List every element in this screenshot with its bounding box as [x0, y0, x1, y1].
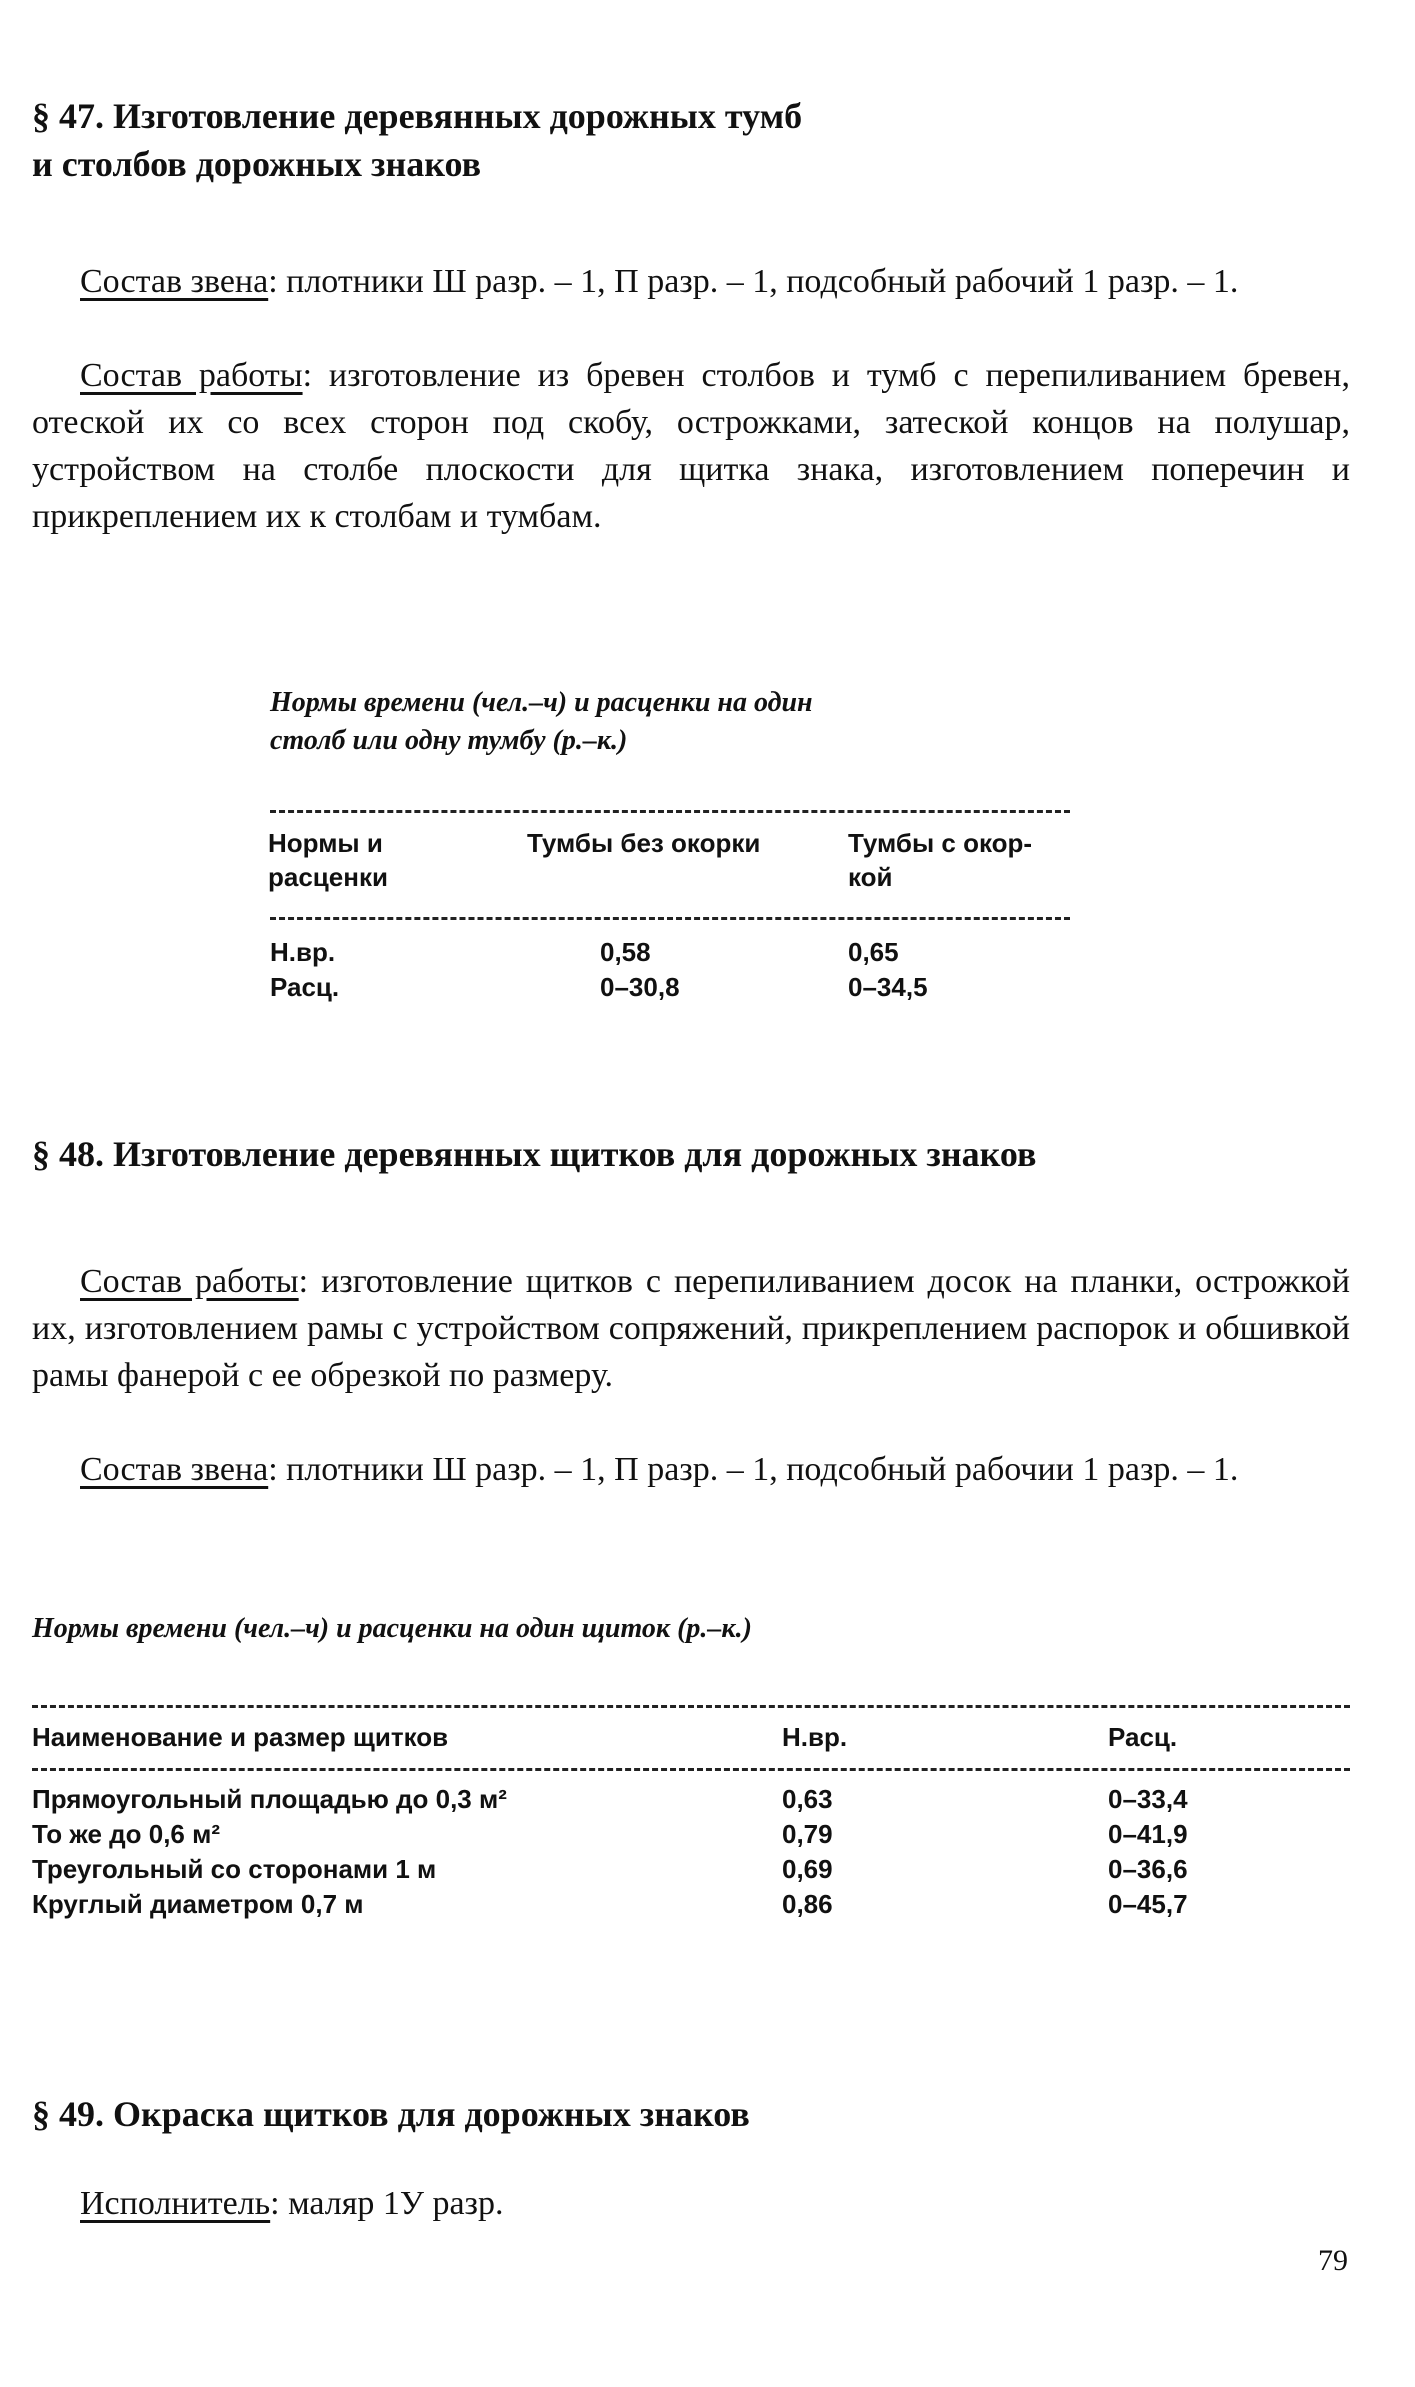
crew-label: Состав звена	[80, 1451, 269, 1488]
table-cell: 0–33,4	[1108, 1784, 1188, 1814]
table-47-caption: Нормы времени (чел.–ч) и расценки на один столб или одну тумбу (р.–к.)	[270, 687, 813, 756]
work-label: Состав работы	[80, 357, 303, 394]
table-cell: 0,63	[782, 1784, 833, 1814]
section-47-work: Состав работы: изготовление из бревен столбов и тумб с перепиливанием бревен, отеской их со всех сторон под скобу, острожками, затеской концов на полушар, устройством на столбе плоскости для щитка знака, изготовлением поперечин и прикреплением их к столбам и тумбам.	[32, 357, 1350, 535]
table-cell: 0–30,8	[600, 972, 680, 1002]
table-48-rule-header	[32, 1768, 1350, 1771]
table-cell: 0–41,9	[1108, 1819, 1188, 1849]
section-49-executor: Исполнитель: маляр 1У разр.	[80, 2185, 504, 2222]
table-cell: 0–34,5	[848, 972, 928, 1002]
table-48-caption: Нормы времени (чел.–ч) и расценки на один щиток (р.–к.)	[32, 1613, 752, 1644]
table-row: Н.вр.	[270, 937, 336, 967]
table-cell: 0,69	[782, 1854, 833, 1884]
table-cell: 0,58	[600, 937, 651, 967]
work-label: Состав работы	[80, 1263, 299, 1300]
crew-label: Состав звена	[80, 263, 269, 300]
table-47-rule-header	[270, 917, 1070, 920]
table-cell: 0–36,6	[1108, 1854, 1188, 1884]
table-48-header-name: Наименование и размер щитков	[32, 1722, 449, 1752]
table-row: Прямоугольный площадью до 0,3 м²	[32, 1784, 507, 1814]
table-cell: 0,86	[782, 1889, 833, 1919]
table-48-header-nvr: Н.вр.	[782, 1722, 848, 1752]
table-cell: 0,79	[782, 1819, 833, 1849]
table-47-header-with-bark: Тумбы с окор- кой	[848, 828, 1033, 892]
section-48-title: § 48. Изготовление деревянных щитков для дорожных знаков	[32, 1134, 1037, 1174]
section-47-title: § 47. Изготовление деревянных дорожных тумб и столбов дорожных знаков	[32, 96, 803, 184]
section-48-crew: Состав звена: плотники Ш разр. – 1, П разр. – 1, подсобный рабочии 1 разр. – 1.	[80, 1451, 1239, 1488]
page-number: 79	[1318, 2244, 1348, 2277]
table-48-header-rasc: Расц.	[1108, 1722, 1178, 1752]
table-47-header-norms: Нормы и расценки	[268, 828, 388, 892]
table-47-header-no-bark: Тумбы без окорки	[527, 828, 761, 858]
section-49-title: § 49. Окраска щитков для дорожных знаков	[32, 2094, 750, 2134]
table-48-rule-top	[32, 1705, 1350, 1708]
section-48-work: Состав работы: изготовление щитков с перепиливанием досок на планки, острожкой их, изготовлением рамы с устройством сопряжений, прикреплением распорок и обшивкой рамы фанерой с ее обрезкой по размеру.	[32, 1263, 1350, 1394]
table-row: То же до 0,6 м²	[32, 1819, 220, 1849]
table-row: Круглый диаметром 0,7 м	[32, 1889, 364, 1919]
table-cell: 0–45,7	[1108, 1889, 1188, 1919]
table-row: Треугольный со сторонами 1 м	[32, 1854, 437, 1884]
table-row: Расц.	[270, 972, 340, 1002]
table-cell: 0,65	[848, 937, 899, 967]
section-47-crew: Состав звена: плотники Ш разр. – 1, П разр. – 1, подсобный рабочий 1 разр. – 1.	[80, 263, 1239, 300]
table-47-rule-top	[270, 810, 1070, 813]
executor-label: Исполнитель	[80, 2185, 271, 2222]
